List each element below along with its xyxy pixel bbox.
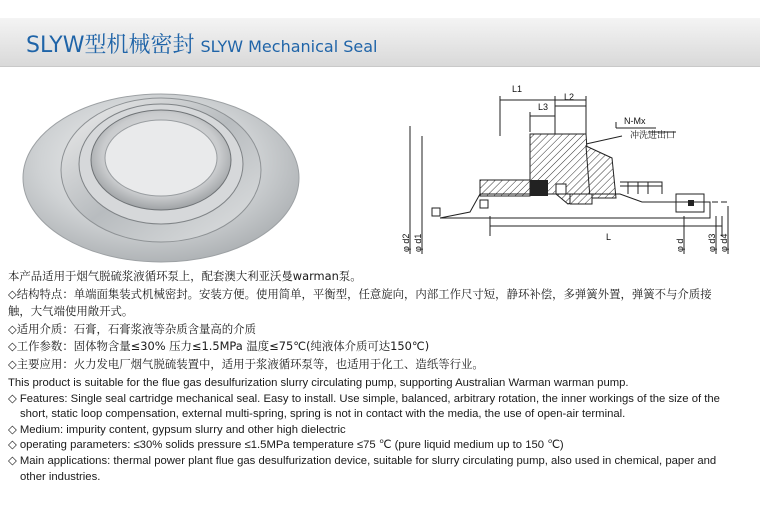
label-n-mx: N-Mx: [624, 116, 646, 126]
cn-features-cont: 触，大气端使用敞开式。: [8, 304, 134, 318]
cn-applications: ◇主要应用：火力发电厂烟气脱硫装置中，适用于浆液循环泵等，也适用于化工、造纸等行业。: [8, 356, 484, 371]
dim-d2: φ d2: [401, 233, 411, 252]
dim-l1: L1: [512, 84, 523, 94]
seal-cross-section-drawing: [380, 76, 750, 266]
cn-params: ◇工作参数：固体物含量≤30% 压力≤1.5MPa 温度≤75℃(纯液体介质可达150℃): [8, 339, 430, 353]
title-cn: SLYW型机械密封: [26, 33, 195, 58]
en-applications-cont: other industries.: [20, 470, 101, 483]
dim-l3: L3: [538, 102, 549, 112]
en-applications: ◇ Main applications: thermal power plant flue gas desulfurization device, suitable for slurry circulating pump, also used in chemical, paper and: [8, 454, 717, 467]
dim-d: φ d: [675, 238, 685, 252]
label-flush-port: 冲洗进出口: [630, 130, 676, 140]
title-en: SLYW Mechanical Seal: [200, 37, 378, 56]
dim-d4: φ d4: [719, 233, 729, 252]
dim-d1: φ d1: [413, 233, 423, 252]
en-features: ◇ Features: Single seal cartridge mechanical seal. Easy to install. Use simple, balanced, arbitrary rotation, the inner workings of the size of the: [8, 392, 720, 405]
en-params: ◇ operating parameters: ≤30% solids pressure ≤1.5MPa temperature ≤75 ℃ (pure liquid medium up to 150 ℃): [8, 439, 564, 452]
title-banner: [0, 18, 760, 67]
en-features-cont: short, static loop compensation, external multi-spring, spring is not in contact with the media, the use of open-air terminal.: [20, 408, 626, 421]
seal-product-photo: [16, 78, 306, 266]
cn-intro: 本产品适用于烟气脱硫浆液循环泵上，配套澳大利亚沃曼warman泵。: [8, 269, 362, 283]
cn-medium: ◇适用介质：石膏，石膏浆液等杂质含量高的介质: [8, 321, 256, 336]
dim-l2: L2: [564, 92, 575, 102]
cn-features: ◇结构特点：单端面集装式机械密封。安装方便。使用简单，平衡型，任意旋向，内部工作尺寸短，静环补偿，多弹簧外置，弹簧不与介质接: [8, 286, 712, 301]
description-english: [8, 376, 756, 485]
en-medium: ◇ Medium: impurity content, gypsum slurry and other high dielectric: [8, 423, 346, 436]
dim-l: L: [606, 232, 612, 242]
page-title: [26, 28, 377, 59]
en-intro: This product is suitable for the flue gas desulfurization slurry circulating pump, supporting Australian Warman warman pump.: [8, 377, 629, 389]
description-chinese: [8, 268, 752, 373]
dim-d3: φ d3: [707, 233, 717, 252]
